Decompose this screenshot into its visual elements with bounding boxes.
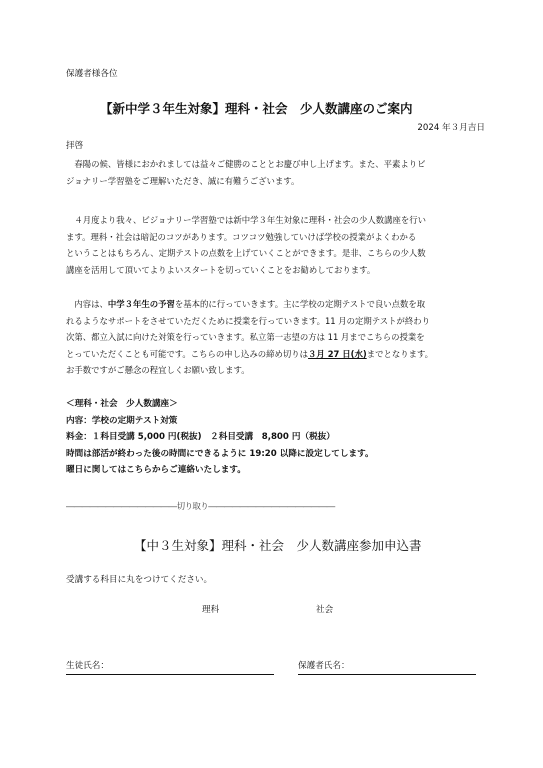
text-run: とっていただくことも可能です。こちらの申し込みの締め切りは bbox=[66, 348, 309, 359]
form-instruction: 受講する科目に丸をつけてください。 bbox=[66, 575, 213, 585]
emphasis-text: 中学３年生の予習 bbox=[107, 299, 175, 309]
paragraph-line: ということはもちろん、定期テストの点数を上げていくことができます。是非、こちらの少人数 bbox=[66, 248, 426, 259]
details-content: 内容：学校の定期テスト対策 bbox=[66, 415, 178, 426]
paragraph-line bbox=[66, 346, 486, 363]
details-heading: ＜理科・社会 少人数講座＞ bbox=[66, 399, 178, 409]
student-name-field[interactable] bbox=[66, 674, 274, 675]
paragraph-1 bbox=[66, 156, 486, 189]
paragraph-line: 次第、都立入試に向けた対策を行っていきます。私立第一志望の方は 11 月までこちらの授業を bbox=[66, 332, 425, 343]
paragraph-2 bbox=[66, 212, 486, 278]
text-run: までとなります。 bbox=[366, 348, 434, 359]
subject-science[interactable]: 理科 bbox=[202, 605, 220, 615]
paragraph-3 bbox=[66, 296, 486, 379]
paragraph-line: 春陽の候、皆様におかれましては益々ご健勝のこととお慶び申し上げます。また、平素よりビ bbox=[66, 159, 426, 169]
paragraph-line bbox=[66, 296, 486, 313]
paragraph-line: 講座を活用して頂いてよりよいスタートを切っていくことをお勧めしております。 bbox=[66, 264, 376, 275]
paragraph-line: お手数ですがご懸念の程宜しくお願い致します。 bbox=[66, 365, 250, 376]
form-title: 【中３生対象】理科・社会 少人数講座参加申込書 bbox=[134, 538, 422, 553]
subject-social-studies[interactable]: 社会 bbox=[316, 605, 334, 615]
details-time: 時間は部活が終わった後の時間にできるように 19:20 以降に設定してします。 bbox=[66, 448, 374, 459]
guardian-name-label: 保護者氏名： bbox=[298, 661, 350, 671]
paragraph-line: ます。理科・社会は暗記のコツがあります。コツコツ勉強していけば学校の授業がよくわかる bbox=[66, 231, 417, 242]
guardian-name-field[interactable] bbox=[298, 674, 476, 675]
paragraph-line: れるようなサポートをさせていただくために授業を行っていきます。11 月の定期テストが終わり bbox=[66, 315, 431, 326]
text-run: 内容は、 bbox=[66, 299, 108, 309]
text-run: を基本的に行っていきます。主に学校の定期テストで良い点数を取 bbox=[174, 299, 426, 309]
cut-line: ――――――――――――――切り取り―――――――――――――――― bbox=[66, 502, 335, 512]
date: 2024 年３月吉日 bbox=[417, 123, 485, 133]
student-name-label: 生徒氏名： bbox=[66, 661, 109, 671]
details-fee: 料金：１科目受講 5,000 円(税抜) ２科目受講 8,800 円（税抜） bbox=[66, 432, 335, 443]
addressee: 保護者様各位 bbox=[66, 69, 118, 79]
course-details bbox=[66, 396, 374, 479]
paragraph-line: ジョナリー学習塾をご理解いただき、誠に有難うございます。 bbox=[66, 175, 300, 186]
page-title: 【新中学３年生対象】理科・社会 少人数講座のご案内 bbox=[100, 101, 413, 116]
paragraph-line: ４月度より我々、ビジョナリー学習塾では新中学３年生対象に理科・社会の少人数講座を行い bbox=[66, 215, 426, 225]
deadline-text: ３月 27 日(水) bbox=[308, 348, 367, 359]
details-days: 曜日に関してはこちらからご連絡いたします。 bbox=[66, 465, 246, 476]
greeting: 拝啓 bbox=[66, 141, 84, 151]
